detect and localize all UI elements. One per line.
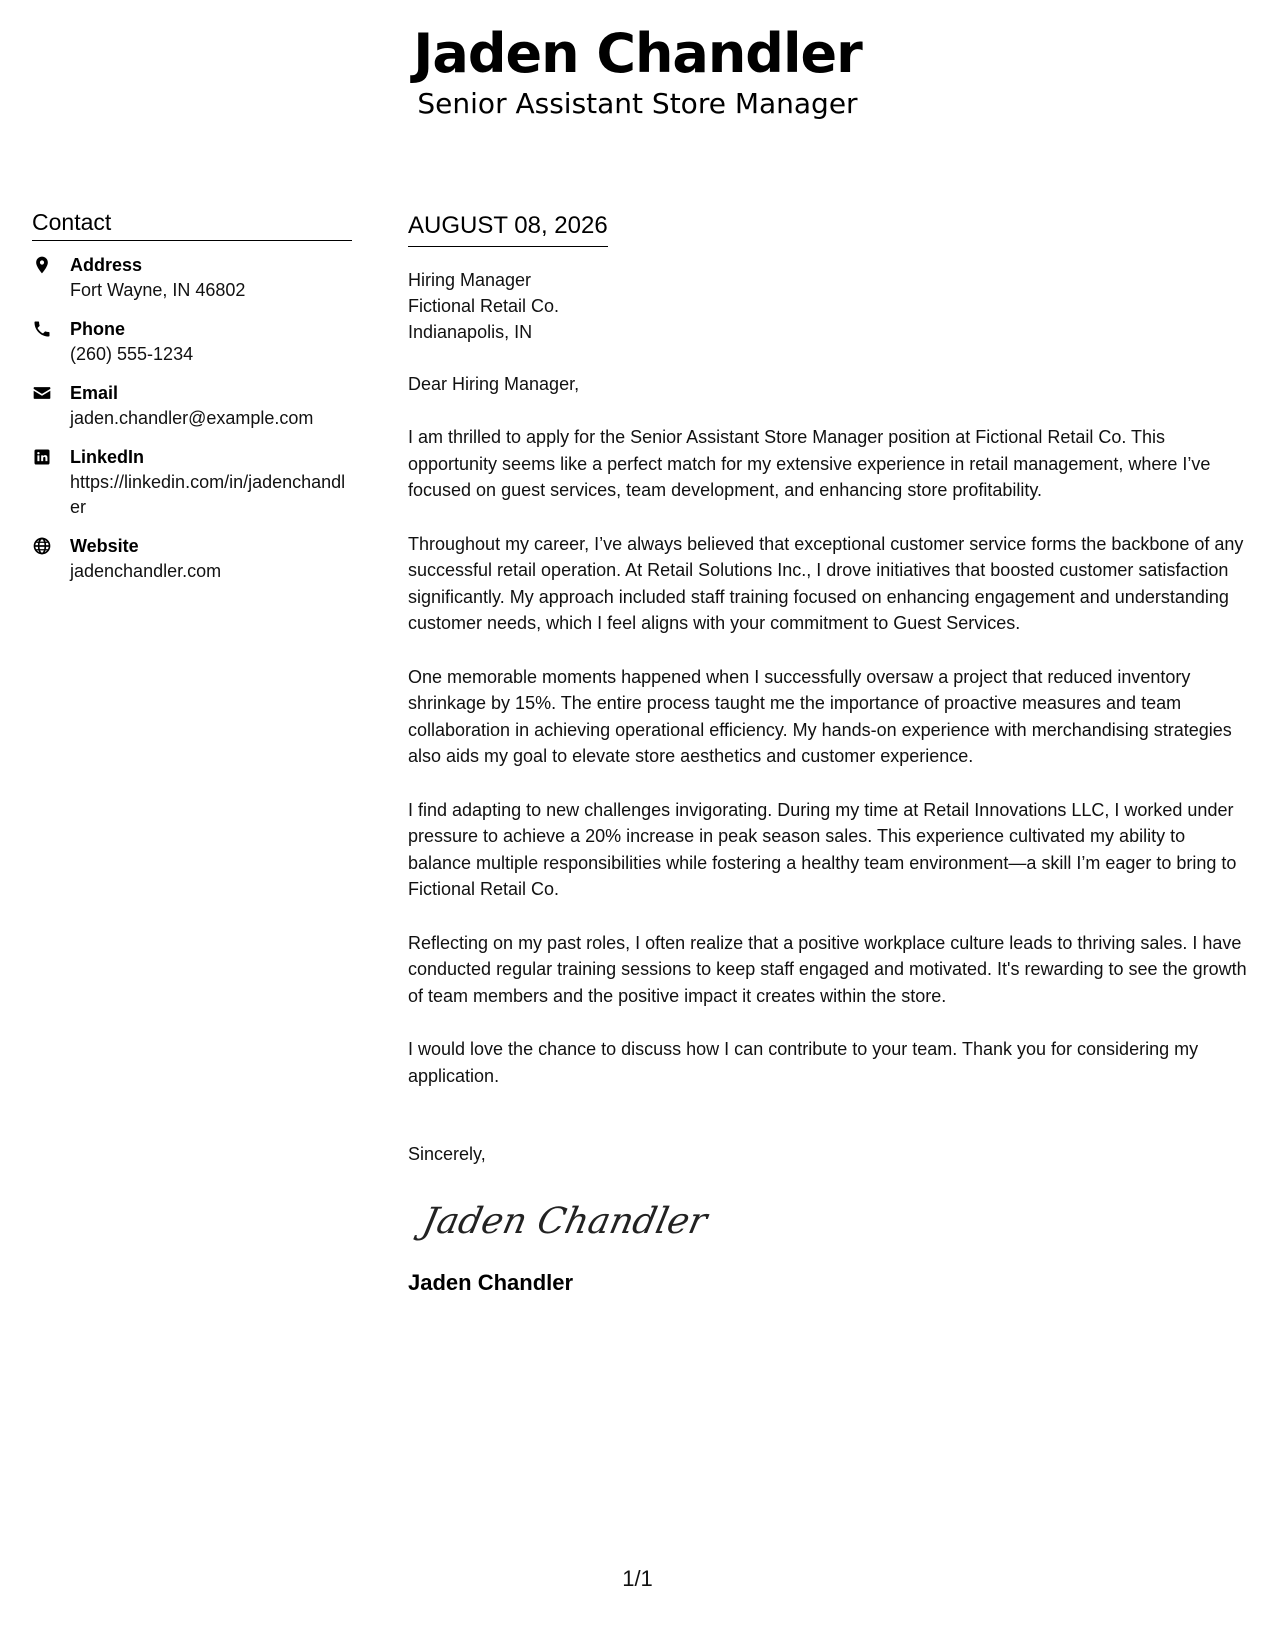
contact-item-linkedin <box>32 445 352 520</box>
contact-label: Website <box>70 536 139 556</box>
phone-icon <box>32 319 54 341</box>
contact-value: (260) 555-1234 <box>70 344 194 364</box>
recipient-line: Hiring Manager <box>408 270 532 290</box>
contact-item-website <box>32 534 352 584</box>
signer-name: Jaden Chandler <box>408 1270 574 1295</box>
contact-label: Phone <box>70 319 126 339</box>
contact-label: Email <box>70 383 119 403</box>
closing: Sincerely, <box>408 1144 486 1164</box>
website-link[interactable]: jadenchandler.com <box>70 561 222 581</box>
contact-value: Fort Wayne, IN 46802 <box>70 280 246 300</box>
page-number: 1/1 <box>622 1566 653 1591</box>
contact-item-phone <box>32 317 352 367</box>
body-paragraph: I find adapting to new challenges invigorating. During my time at Retail Innovations LLC, I worked under pressure to achieve a 20% increase in peak season sales. This experience cultivated my ability to balance multiple responsibilities while fostering a healthy team environment—a skill I’m eager to bring to Fictional Retail Co. <box>408 799 1237 899</box>
applicant-title: Senior Assistant Store Manager <box>417 87 858 120</box>
salutation: Dear Hiring Manager, <box>408 374 580 394</box>
body-paragraph: One memorable moments happened when I successfully oversaw a project that reduced inventory shrinkage by 15%. The entire process taught me the importance of proactive measures and team collaboration in achieving operational efficiency. My hands-on experience with merchandising strategies also aids my goal to elevate store aesthetics and customer experience. <box>408 666 1232 766</box>
contact-label: LinkedIn <box>70 447 145 467</box>
applicant-name: Jaden Chandler <box>413 22 862 85</box>
recipient-block <box>408 267 1248 345</box>
body-paragraph: Reflecting on my past roles, I often realize that a positive workplace culture leads to thriving sales. I have conducted regular training sessions to keep staff engaged and motivated. It's rewarding to see the growth of team members and the positive impact it creates within the store. <box>408 932 1247 1006</box>
body-paragraph: I am thrilled to apply for the Senior Assistant Store Manager position at Fictional Retail Co. This opportunity seems like a perfect match for my extensive experience in retail management, where I’ve focused on guest services, team development, and enhancing store profitability. <box>408 427 1211 500</box>
contact-item-address <box>32 253 352 303</box>
recipient-line: Indianapolis, IN <box>408 322 533 342</box>
letter-header <box>0 22 1275 122</box>
letter-body <box>408 210 1248 1297</box>
contact-heading: Contact <box>32 208 352 241</box>
map-pin-icon <box>32 255 54 277</box>
linkedin-icon <box>32 447 54 469</box>
contact-item-email <box>32 381 352 431</box>
recipient-line: Fictional Retail Co. <box>408 296 560 316</box>
globe-icon <box>32 536 54 558</box>
email-link[interactable]: jaden.chandler@example.com <box>70 408 314 428</box>
contact-label: Address <box>70 255 143 275</box>
handwritten-signature <box>416 1189 1248 1249</box>
signature-text: Jaden Chandler <box>418 1199 712 1242</box>
body-paragraph: Throughout my career, I’ve always believed that exceptional customer service forms the backbone of any successful retail operation. At Retail Solutions Inc., I drove initiatives that boosted customer satisfaction significantly. My approach included staff training focused on enhancing engagement and understanding customer needs, which I feel aligns with your commitment to Guest Services. <box>408 533 1244 633</box>
contact-sidebar <box>32 208 352 598</box>
body-paragraph: I would love the chance to discuss how I can contribute to your team. Thank you for considering my application. <box>408 1039 1199 1086</box>
envelope-icon <box>32 383 54 405</box>
letter-date: AUGUST 08, 2026 <box>408 210 608 247</box>
linkedin-link[interactable]: https://linkedin.com/in/jadenchandler <box>70 472 346 517</box>
